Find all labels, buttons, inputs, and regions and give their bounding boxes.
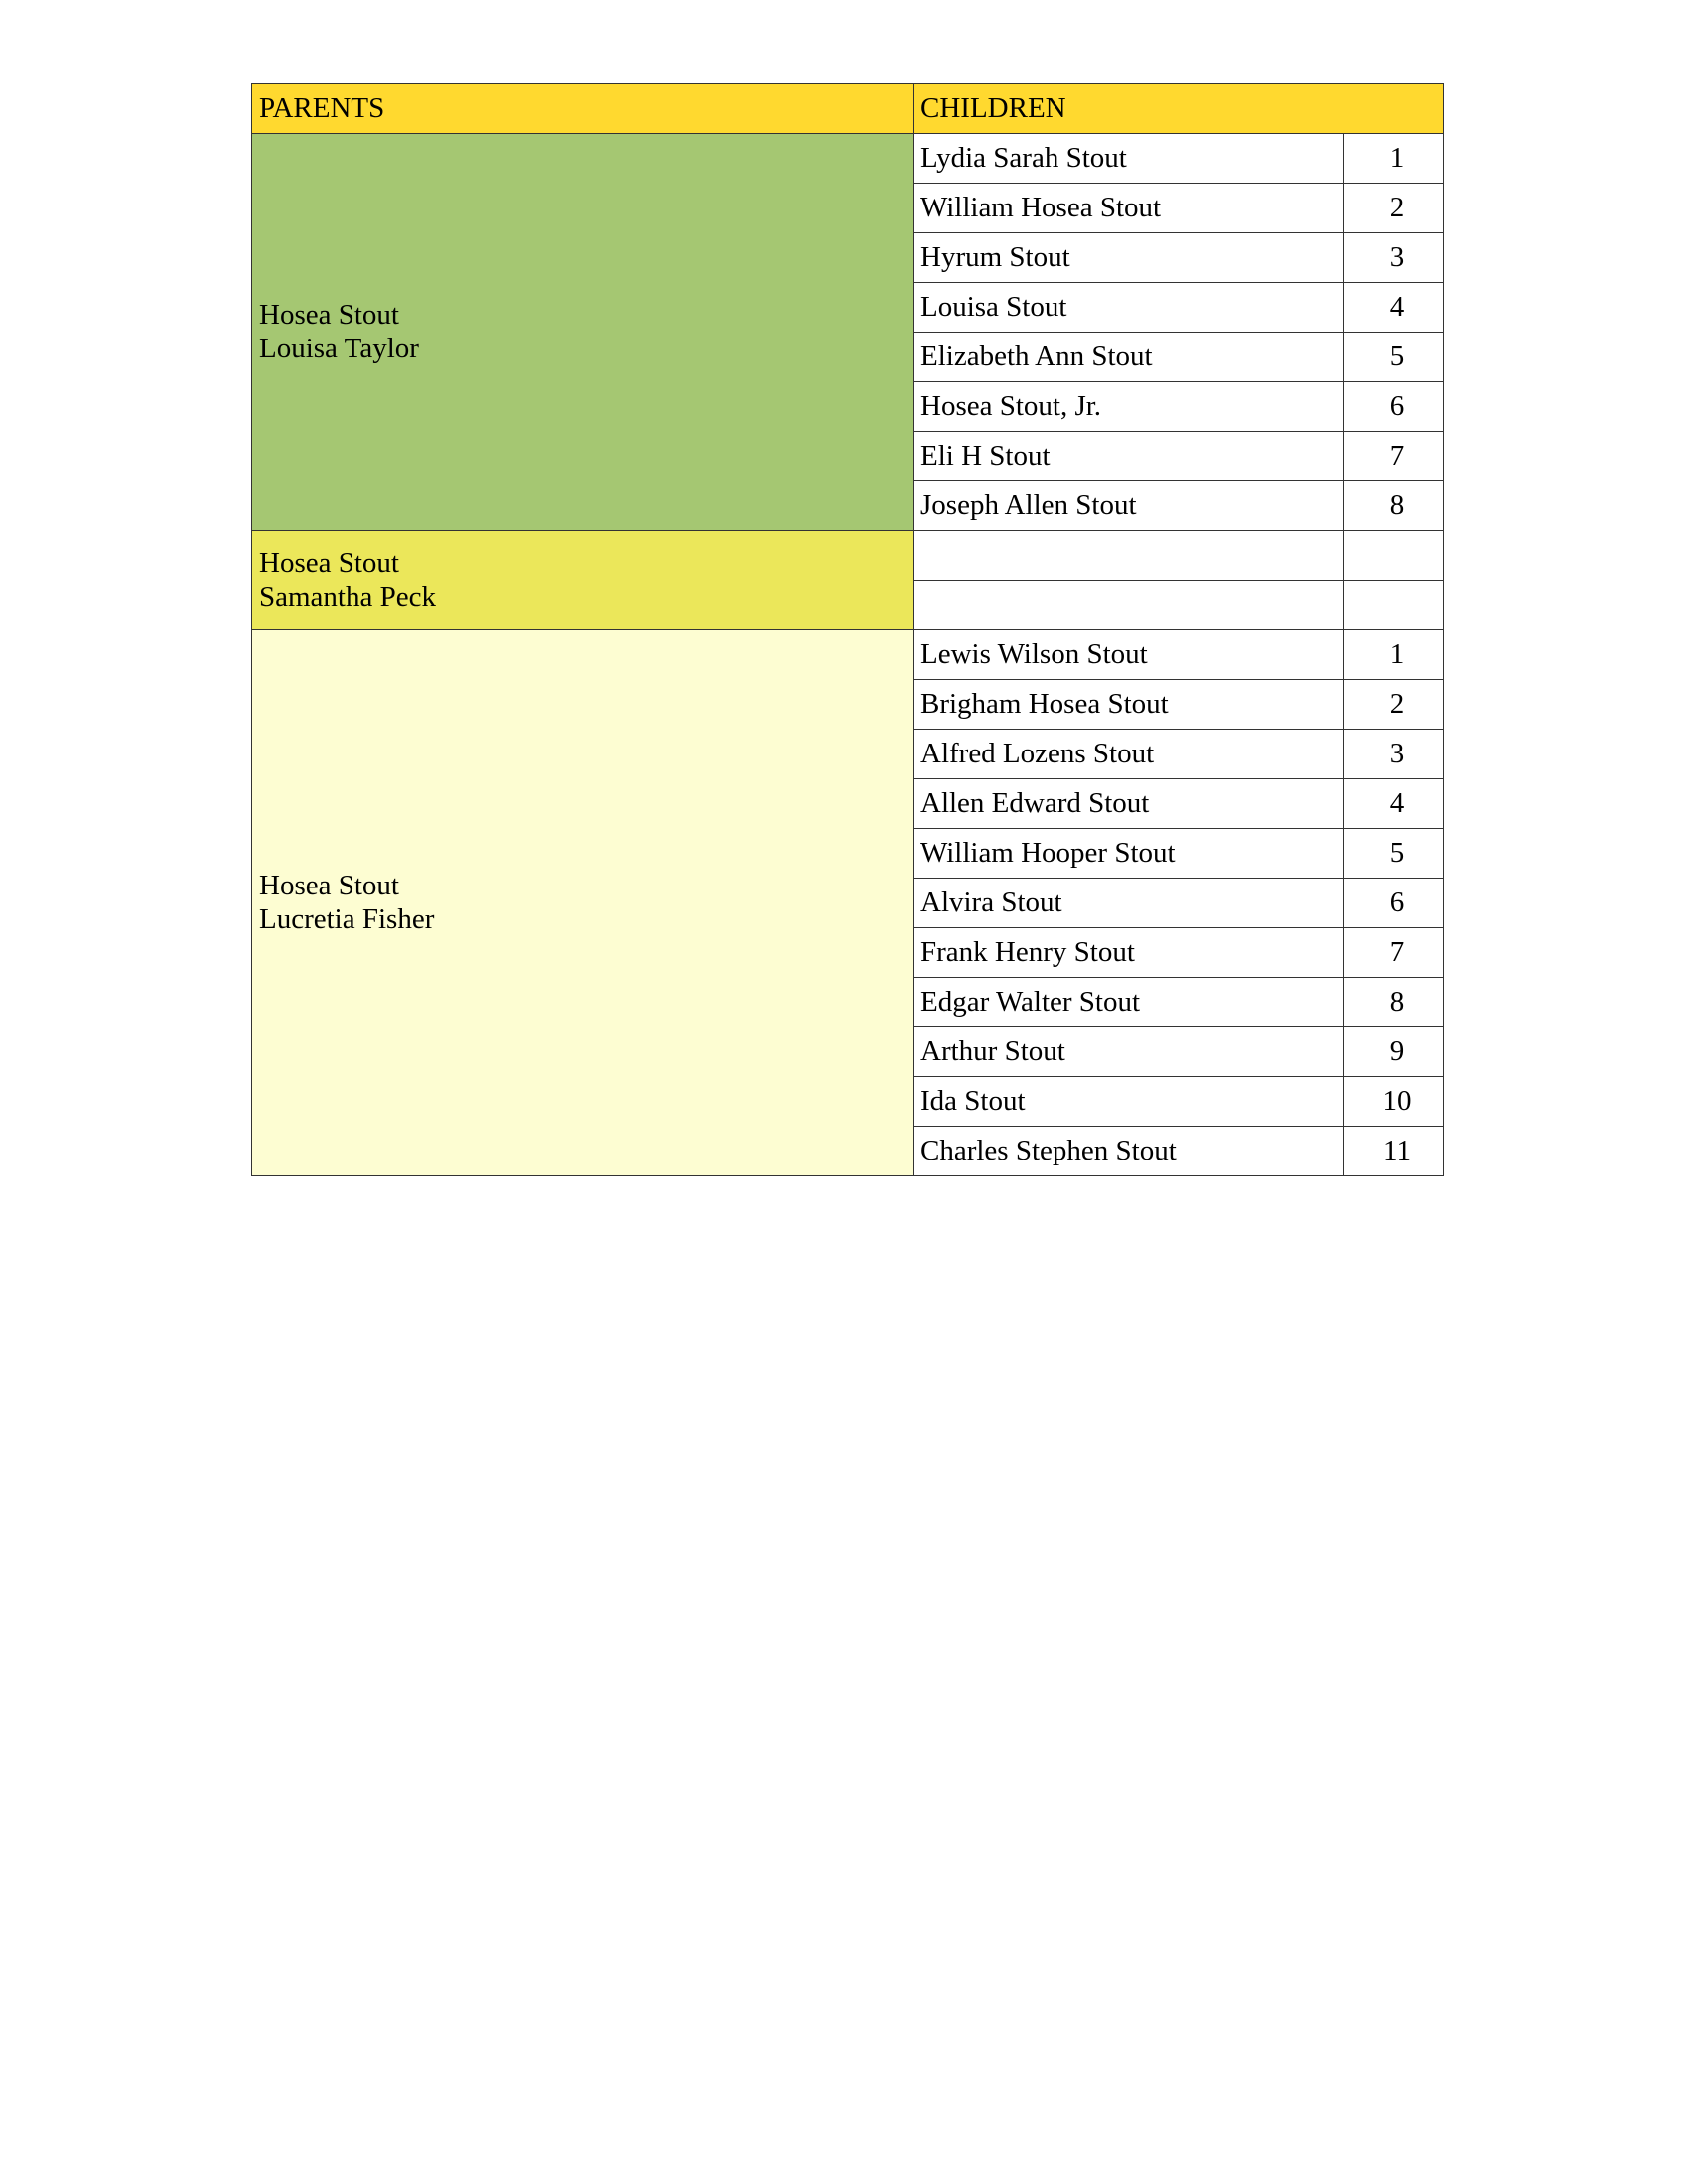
- children-header: CHILDREN: [914, 84, 1444, 134]
- parents-cell-family-1: [252, 134, 914, 531]
- parent-name: Hosea Stout: [259, 547, 399, 580]
- child-name: [914, 581, 1344, 630]
- parent-name: Hosea Stout: [259, 870, 399, 902]
- child-name: Arthur Stout: [914, 1027, 1344, 1077]
- family-table: [251, 83, 1444, 1176]
- child-name: William Hosea Stout: [914, 184, 1344, 233]
- parents-header: PARENTS: [252, 84, 914, 134]
- child-number: 8: [1344, 481, 1444, 531]
- child-name: William Hooper Stout: [914, 829, 1344, 879]
- parent-name: Hosea Stout: [259, 299, 399, 332]
- child-number: 1: [1344, 134, 1444, 184]
- child-name: Ida Stout: [914, 1077, 1344, 1127]
- parent-name: Lucretia Fisher: [259, 902, 435, 935]
- child-number: 6: [1344, 382, 1444, 432]
- child-name: Louisa Stout: [914, 283, 1344, 333]
- child-name: Brigham Hosea Stout: [914, 680, 1344, 730]
- table-row: [252, 531, 1444, 581]
- child-name: Lydia Sarah Stout: [914, 134, 1344, 184]
- child-name: Joseph Allen Stout: [914, 481, 1344, 531]
- child-number: 2: [1344, 184, 1444, 233]
- child-number: 6: [1344, 879, 1444, 928]
- child-number: 4: [1344, 779, 1444, 829]
- child-name: Frank Henry Stout: [914, 928, 1344, 978]
- child-number: 10: [1344, 1077, 1444, 1127]
- child-name: Lewis Wilson Stout: [914, 630, 1344, 680]
- child-number: 5: [1344, 333, 1444, 382]
- header-row: [252, 84, 1444, 134]
- table-row: [252, 630, 1444, 680]
- parent-name: Louisa Taylor: [259, 332, 419, 364]
- child-name: Elizabeth Ann Stout: [914, 333, 1344, 382]
- child-number: 3: [1344, 730, 1444, 779]
- child-number: 5: [1344, 829, 1444, 879]
- child-name: Hyrum Stout: [914, 233, 1344, 283]
- child-name: Alfred Lozens Stout: [914, 730, 1344, 779]
- child-number: [1344, 531, 1444, 581]
- parents-cell-family-2: [252, 531, 914, 630]
- parents-cell-family-3: [252, 630, 914, 1176]
- child-name: Edgar Walter Stout: [914, 978, 1344, 1027]
- child-number: 7: [1344, 928, 1444, 978]
- child-number: 1: [1344, 630, 1444, 680]
- child-name: Allen Edward Stout: [914, 779, 1344, 829]
- child-number: 2: [1344, 680, 1444, 730]
- child-number: 9: [1344, 1027, 1444, 1077]
- child-number: 3: [1344, 233, 1444, 283]
- child-number: 8: [1344, 978, 1444, 1027]
- child-name: Eli H Stout: [914, 432, 1344, 481]
- child-name: Alvira Stout: [914, 879, 1344, 928]
- child-name: Hosea Stout, Jr.: [914, 382, 1344, 432]
- child-number: 11: [1344, 1127, 1444, 1176]
- child-name: [914, 531, 1344, 581]
- child-number: 7: [1344, 432, 1444, 481]
- table-row: [252, 134, 1444, 184]
- child-number: [1344, 581, 1444, 630]
- child-name: Charles Stephen Stout: [914, 1127, 1344, 1176]
- parent-name: Samantha Peck: [259, 580, 436, 613]
- child-number: 4: [1344, 283, 1444, 333]
